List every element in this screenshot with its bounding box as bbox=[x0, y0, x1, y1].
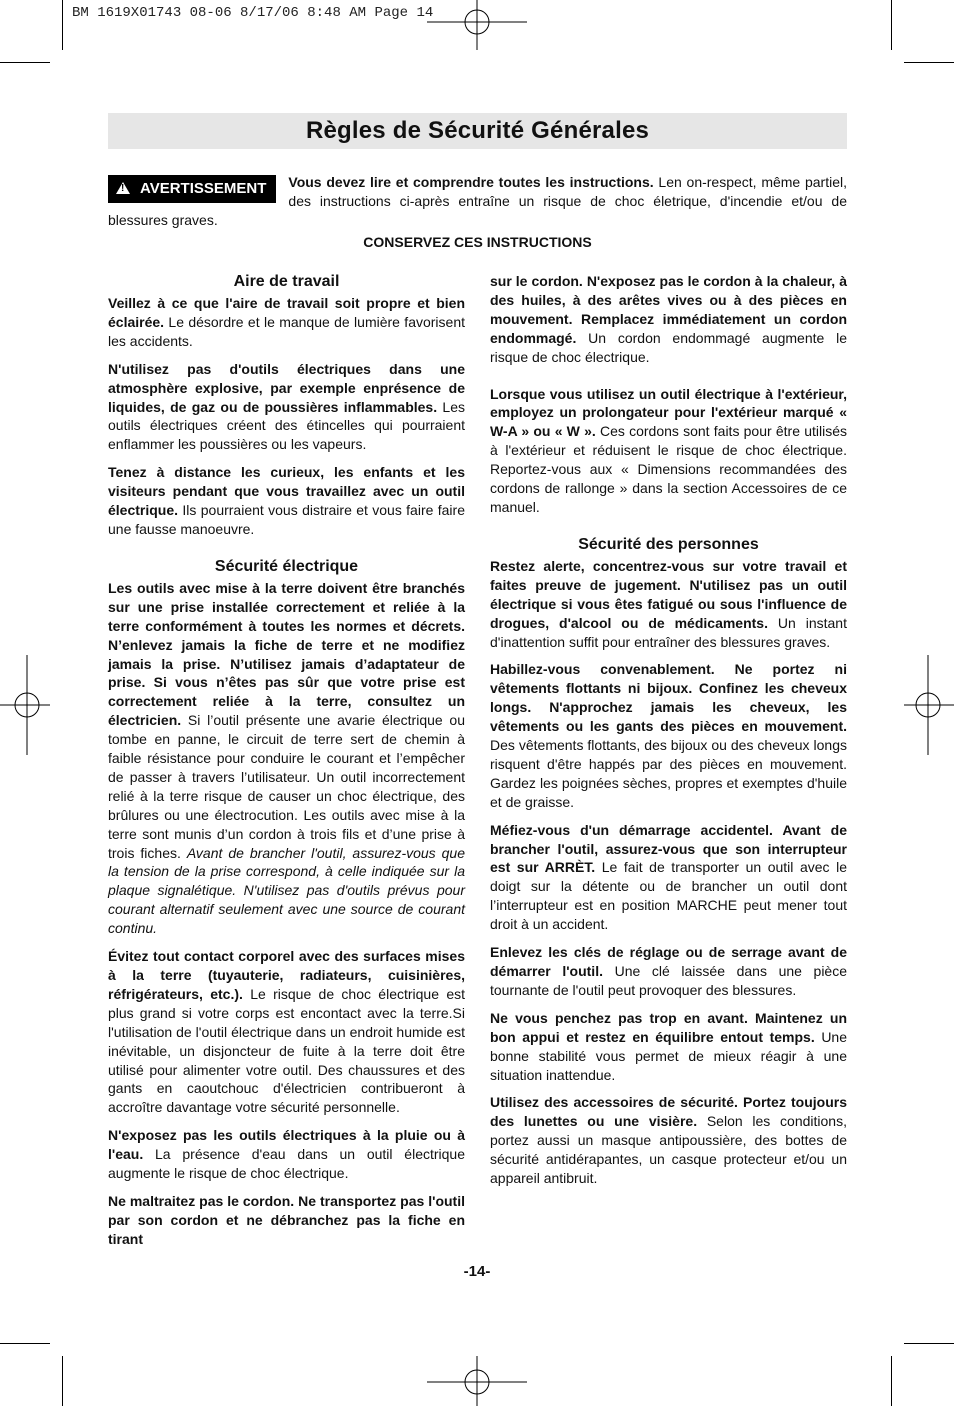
paragraph-cord-1 bbox=[490, 272, 847, 367]
bold-text: Veillez à ce que l'aire de travail soit propre et bien éclairée. bbox=[108, 295, 465, 330]
bold-text: N'exposez pas les outils électriques à la pluie ou à l'eau. bbox=[108, 1127, 465, 1163]
registration-mark-left-icon bbox=[0, 655, 50, 755]
body-text: Ces cordons sont faits pour être utilisés à l'extérieur et réduisent le risque de choc électrique. Reportez-vous aux « Dimensions recommandées des cordons de rallonge » dans la section Accessoires de ce manuel. bbox=[490, 423, 847, 515]
body-text: Un instant d'inattention suffit pour entraîner des blessures graves. bbox=[490, 614, 847, 650]
bold-text: Enlevez les clés de réglage ou de serrage avant de démarrer l'outil. bbox=[490, 944, 847, 979]
warning-badge bbox=[108, 175, 276, 203]
bold-text: Les outils avec mise à la terre doivent être branchés sur une prise installée correctement et reliée à la terre conformément à toutes les normes et décrets. N’enlevez jamais la fiche de terre et ne modifiez jamais la prise. N’utilisez jamais d’adaptateur de prise. Si vous n’êtes pas sûr que votre prise est correctement reliée à la terre, consultez un électricien. bbox=[108, 579, 465, 729]
crop-mark-bottom-right-h bbox=[904, 1343, 954, 1344]
body-text: Selon les conditions, portez aussi un masque antipoussière, des bottes de sécurité antidérapantes, un casque protecteur et/ou un appareil antibruit. bbox=[490, 1113, 847, 1187]
paragraph-electrical-2 bbox=[108, 947, 465, 1117]
paragraph-work-area-2 bbox=[108, 360, 465, 455]
heading-electrical-safety: Sécurité électrique bbox=[214, 557, 359, 575]
title-bar bbox=[108, 113, 847, 149]
body-text: Le désordre et le manque de lumière favorisent les accidents. bbox=[108, 313, 465, 349]
registration-mark-top-icon bbox=[427, 0, 527, 50]
bold-text: N'utilisez pas d'outils électriques dans une atmosphère explosive, par exemple enprésence de liquides, de gaz ou de poussières inflammables. bbox=[108, 360, 465, 415]
bold-text: Restez alerte, concentrez-vous sur votre travail et faites preuve de jugement. N'utilisez pas un outil électrique si vous êtes fatigué ou sous l'influence de drogues, d'alcool ou de médicaments. bbox=[490, 557, 847, 631]
body-text: Des vêtements flottants, des bijoux ou des cheveux longs risquent d'être happés par des pièces en mouvement. Gardez les poignées sèches, propres et exemptes d'huile et de graisse. bbox=[490, 737, 847, 810]
paragraph-electrical-3 bbox=[108, 1126, 465, 1183]
print-slug-line: BM 1619X01743 08-06 8/17/06 8:48 AM Page 14 bbox=[72, 5, 434, 21]
crop-mark-bottom-left-v bbox=[62, 1356, 63, 1406]
bold-text: Méfiez-vous d'un démarrage accidentel. Avant de brancher l'outil, assurez-vous que son interrupteur est sur ARRÈT. bbox=[490, 821, 847, 876]
right-column bbox=[490, 272, 847, 1197]
heading-personal-safety: Sécurité des personnes bbox=[578, 535, 759, 553]
warning-block bbox=[108, 173, 847, 230]
italic-text: Avant de brancher l'outil, assurez-vous que la tension de la prise correspond, à celle indiquée sur la plaque signalétique. N'utilisez pas d'outils prévus pour courant alternatif seulement avec une source de courant continu. bbox=[108, 844, 465, 937]
bold-text: Lorsque vous utilisez un outil électrique à l'extérieur, employez un prolongateur pour l'extérieur marqué « W-A » ou « W ». bbox=[490, 385, 847, 440]
paragraph-personal-3 bbox=[490, 821, 847, 934]
registration-mark-right-icon bbox=[904, 655, 954, 755]
warning-bold-text: Vous devez lire et comprendre toutes les instructions. bbox=[288, 174, 654, 190]
bold-text: Ne maltraitez pas le cordon. Ne transportez pas l'outil par son cordon et ne débranchez pas la fiche en tirant bbox=[108, 1192, 465, 1247]
body-text: Si l’outil présente une avarie électrique ou tombe en panne, le circuit de terre sert de chemin à faible résistance pour conduire le courant et l’empêcher de passer à travers l’utilisateur. Un outil incorrectement relié à la terre risque de causer un choc électrique, des brûlures ou une électrocution. Les outils avec mise à la terre sont munis d’un cordon à trois fils et d’une prise à trois fiches. bbox=[108, 712, 465, 861]
body-text: Le fait de transporter un outil avec le doigt sur la détente ou de brancher un outil dont l’interrupteur est en position MARCHE peut mener tout droit à un accident. bbox=[490, 859, 847, 933]
crop-mark-top-left-h bbox=[0, 62, 50, 63]
bold-text: Ne vous penchez pas trop en avant. Maintenez un bon appui et restez en équilibre entout temps. bbox=[490, 1009, 847, 1045]
paragraph-work-area-3 bbox=[108, 463, 465, 539]
paragraph-electrical-4 bbox=[108, 1192, 465, 1249]
warning-badge-label: AVERTISSEMENT bbox=[140, 180, 267, 197]
conserve-instructions: CONSERVEZ CES INSTRUCTIONS bbox=[363, 234, 592, 250]
body-text: La présence d'eau dans un outil électrique augmente le risque de choc électrique. bbox=[108, 1146, 465, 1182]
paragraph-personal-6 bbox=[490, 1093, 847, 1188]
body-text: Les outils électriques créent des étincelles qui pourraient enflammer les poussières ou les vapeurs. bbox=[108, 398, 465, 453]
bold-text: Tenez à distance les curieux, les enfants et les visiteurs pendant que vous travaillez avec un outil électrique. bbox=[108, 464, 465, 519]
paragraph-work-area-1 bbox=[108, 294, 465, 351]
registration-mark-bottom-icon bbox=[427, 1356, 527, 1406]
paragraph-cord-2 bbox=[490, 385, 847, 517]
crop-mark-top-right-v bbox=[891, 0, 892, 50]
paragraph-personal-1 bbox=[490, 557, 847, 652]
crop-mark-bottom-right-v bbox=[891, 1356, 892, 1406]
paragraph-personal-4 bbox=[490, 943, 847, 1000]
body-text: Le risque de choc électrique est plus grand si votre corps est encontact avec la terre.Si l'utilisation de l'outil électrique dans un endroit humide est inévitable, un disjoncteur de fuite à la terre doit être utilisé pour alimenter votre outil. Des chaussures et des gants en caoutchouc d'électricien contribueront à accroître davantage votre sécurité personnelle. bbox=[108, 985, 465, 1116]
bold-text: Utilisez des accessoires de sécurité. Portez toujours des lunettes ou une visière. bbox=[490, 1094, 847, 1130]
paragraph-personal-5 bbox=[490, 1009, 847, 1085]
heading-work-area: Aire de travail bbox=[233, 273, 340, 290]
paragraph-personal-2 bbox=[490, 660, 847, 811]
body-text: Un cordon endommagé augmente le risque de choc électrique. bbox=[490, 329, 847, 365]
crop-mark-top-right-h bbox=[904, 62, 954, 63]
crop-mark-top-left-v bbox=[62, 0, 63, 50]
body-text: Une clé laissée dans une pièce tournante de l'outil peut provoquer des blessures. bbox=[490, 963, 848, 998]
warning-triangle-icon: ! bbox=[116, 182, 130, 194]
body-text: Une bonne stabilité vous permet de mieux réagir à une situation inattendue. bbox=[490, 1028, 848, 1083]
crop-mark-bottom-left-h bbox=[0, 1343, 50, 1344]
page-number: -14- bbox=[463, 1263, 491, 1280]
bold-text: sur le cordon. N'exposez pas le cordon à la chaleur, à des huiles, à des arêtes vives ou à des pièces en mouvement. Remplacez immédiatement un cordon endommagé. bbox=[490, 273, 847, 346]
left-column bbox=[108, 272, 465, 1258]
body-text: Ils pourraient vous distraire et vous faire faire une fausse manoeuvre. bbox=[108, 502, 465, 537]
page-title: Règles de Sécurité Générales bbox=[305, 117, 650, 144]
warning-text: Len on-respect, même partiel, des instructions ci-après entraîne un risque de choc életrique, d'incendie et/ou de blessures graves. bbox=[108, 174, 847, 228]
paragraph-electrical-1 bbox=[108, 579, 465, 938]
bold-text: Évitez tout contact corporel avec des surfaces mises à la terre (tuyauterie, radiateurs, cuisinières, réfrigérateurs, etc.). bbox=[108, 948, 465, 1002]
bold-text: Habillez-vous convenablement. Ne portez ni vêtements flottants ni bijoux. Confinez les cheveux longs. N'approchez jamais les cheveux, les vêtements ou les gants des pièces en mouvement. bbox=[490, 661, 847, 735]
